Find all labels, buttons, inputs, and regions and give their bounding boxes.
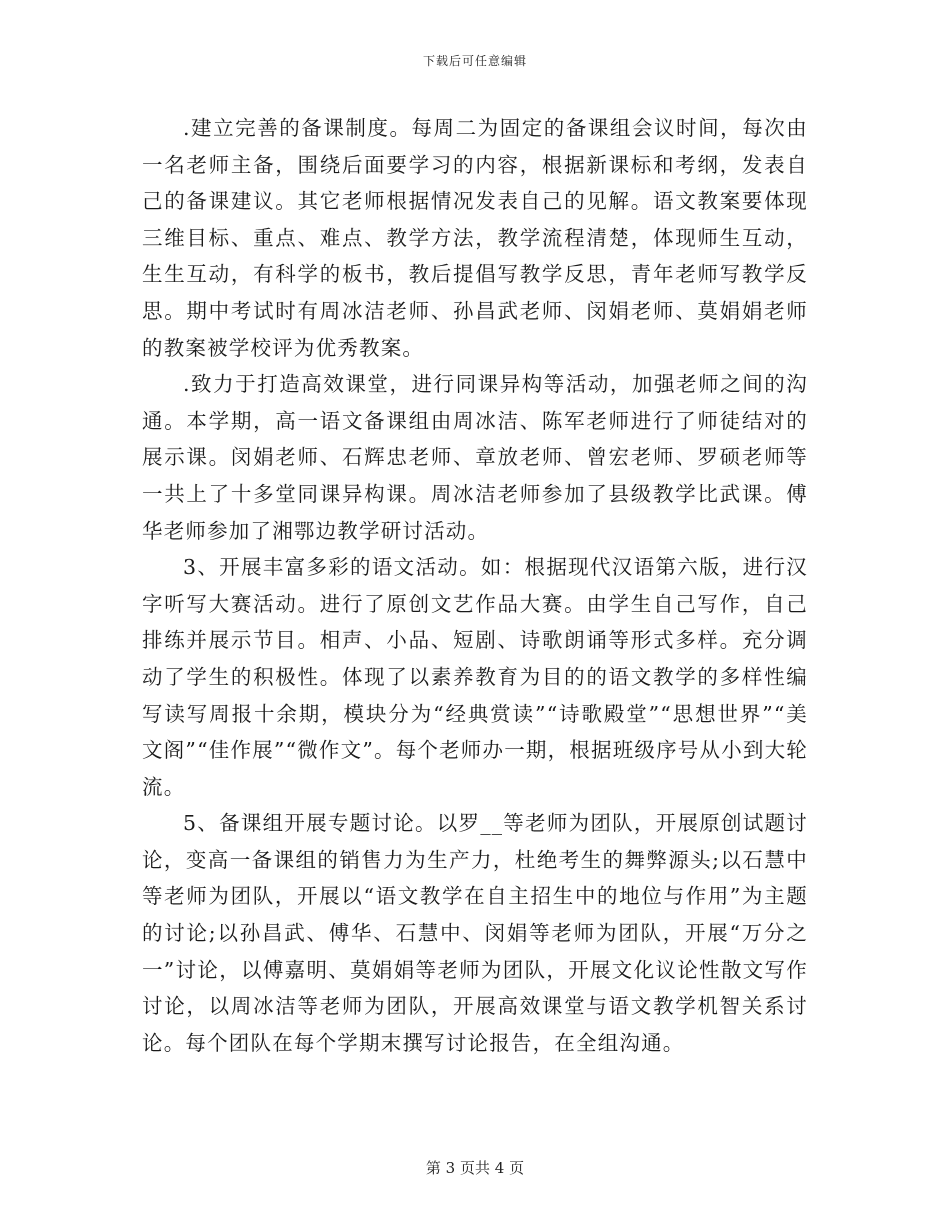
page-header: 下载后可任意编辑 [422,54,527,68]
paragraph-chinese-activities: 3、开展丰富多彩的语文活动。如：根据现代汉语第六版，进行汉字听写大赛活动。进行了原创文艺作品大赛。由学生自己写作，自己排练并展示节目。相声、小品、短剧、诗歌朗诵等形式多样。充分调动了学生的积极性。体现了以素养教育为目的的语文教学的多样性编写读写周报十余期，模块分为“经典赏读”“诗歌殿堂”“思想世界”“美文阁”“佳作展”“微作文”。每个老师办一期，根据班级序号从小到大轮流。 [142,555,808,799]
paragraph-efficient-classroom: .致力于打造高效课堂，进行同课异构等活动，加强老师之间的沟通。本学期，高一语文备课组由周冰洁、陈军老师进行了师徒结对的展示课。闵娟老师、石辉忠老师、章放老师、曾宏老师、罗硕老师等一共上了十多堂同课异构课。周冰洁老师参加了县级教学比武课。傅华老师参加了湘鄂边教学研讨活动。 [142,372,808,543]
paragraph-topic-discussions: 5、备课组开展专题讨论。以罗__等老师为团队，开展原创试题讨论，变高一备课组的销售力为生产力，杜绝考生的舞弊源头;以石慧中等老师为团队，开展以“语文教学在自主招生中的地位与作用”为主题的讨论;以孙昌武、傅华、石慧中、闵娟等老师为团队，开展“万分之一”讨论，以傅嘉明、莫娟娟等老师为团队，开展文化议论性散文写作讨论，以周冰洁等老师为团队，开展高效课堂与语文教学机智关系讨论。每个团队在每个学期末撰写讨论报告，在全组沟通。 [142,811,808,1055]
paragraph-lesson-prep-system: .建立完善的备课制度。每周二为固定的备课组会议时间，每次由一名老师主备，围绕后面要学习的内容，根据新课标和考纲，发表自己的备课建议。其它老师根据情况发表自己的见解。语文教案要体现三维目标、重点、难点、教学方法，教学流程清楚，体现师生互动，生生互动，有科学的板书，教后提倡写教学反思，青年老师写教学反思。期中考试时有周冰洁老师、孙昌武老师、闵娟老师、莫娟娟老师的教案被学校评为优秀教案。 [142,116,808,360]
page-number: 第 3 页共 4 页 [425,1159,525,1177]
document-body [142,110,808,1061]
